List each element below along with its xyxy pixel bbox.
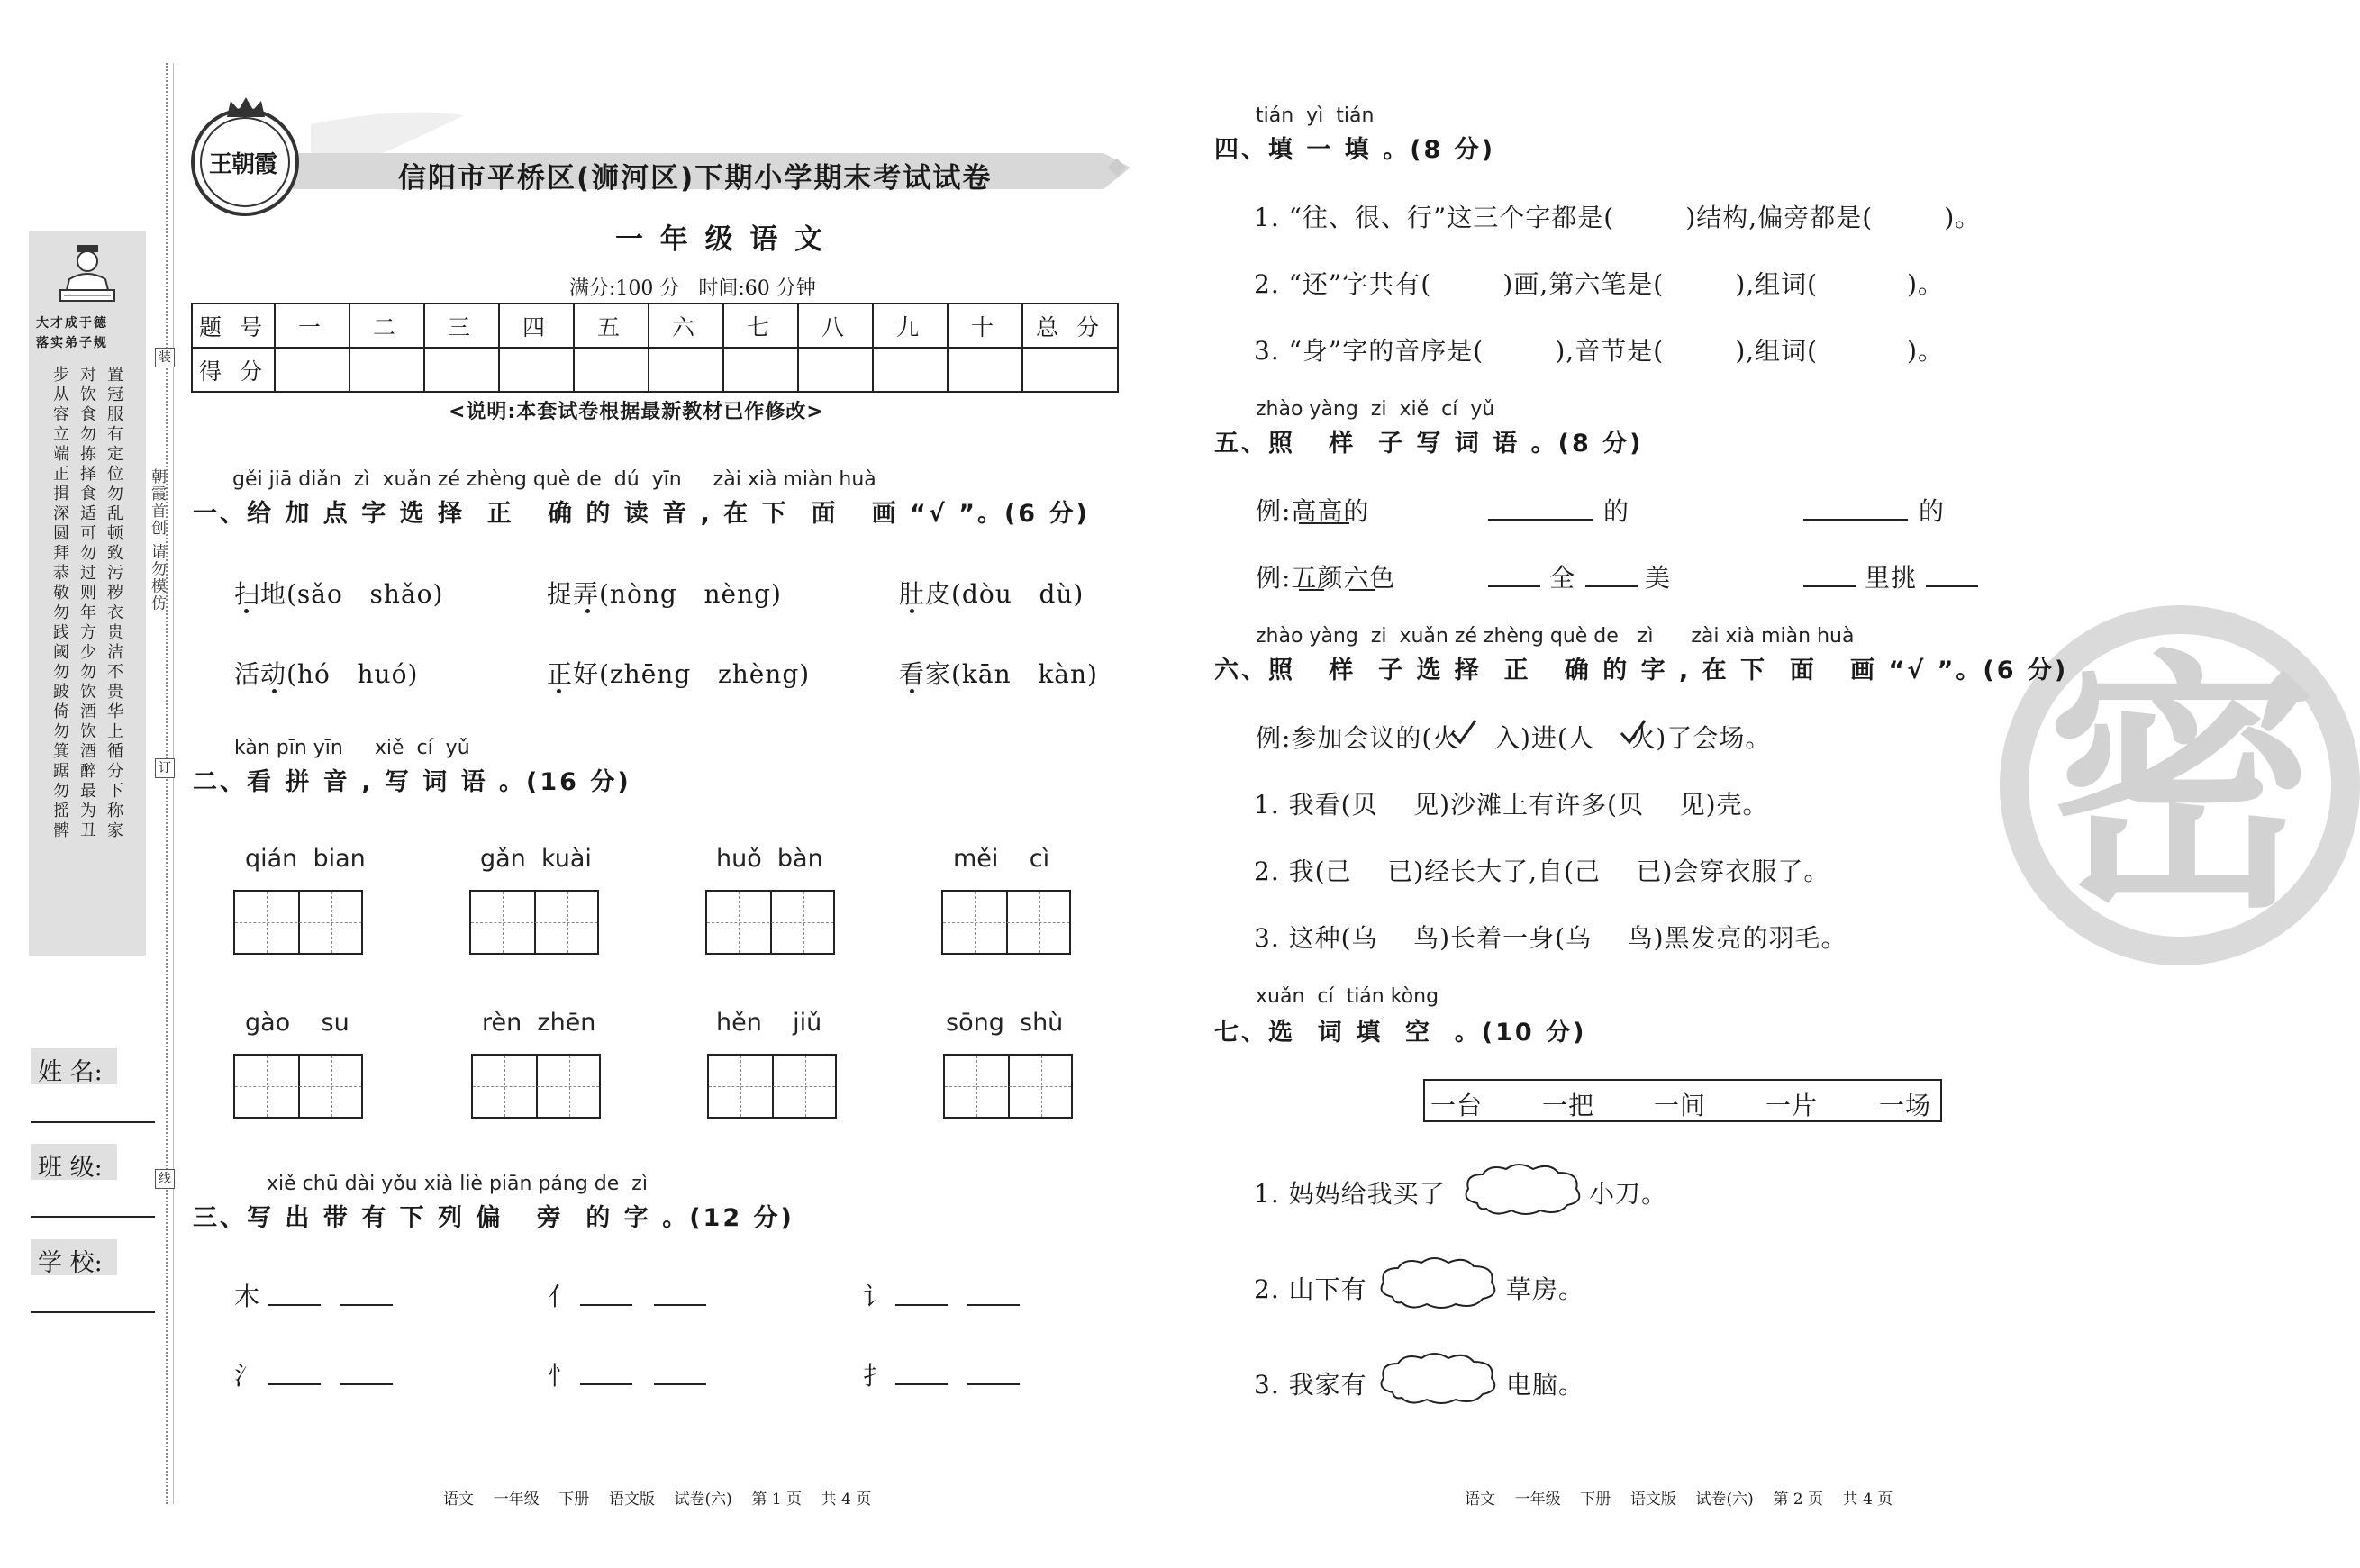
binding-dotted-line — [166, 63, 168, 1504]
score-table — [191, 303, 1119, 393]
brand-name: 王朝霞 — [209, 151, 277, 178]
score-input[interactable] — [424, 348, 499, 392]
motto-column-3: 置冠服有定位勿乱顿致污秽衣贵洁不贵华上循分下称家 — [107, 366, 123, 840]
answer-cloud[interactable] — [1375, 1255, 1501, 1311]
emphasis-dot — [557, 689, 561, 693]
answer-blank[interactable] — [895, 1304, 948, 1306]
binding-line-2 — [173, 63, 174, 1504]
score-cell: 十 — [948, 304, 1022, 348]
scholar-illustration-icon — [51, 240, 123, 307]
radical-6: 扌 — [863, 1361, 890, 1391]
de-suffix-1: 的 — [1603, 496, 1630, 526]
pinyin-word-8: sōng shù — [946, 1009, 1064, 1037]
motto-column-1: 步从容立端正揖深圆拜恭敬勿践阈勿跛倚勿箕踞勿摇髀 — [53, 366, 69, 840]
writing-grid[interactable] — [705, 890, 835, 955]
section6-title: 六、照 样 子 选 择 正 确 的 字 , 在 下 面 画 “√ ”。(6 分) — [1214, 657, 2069, 684]
score-cell: 六 — [649, 304, 723, 348]
score-cell: 七 — [723, 304, 798, 348]
answer-blank[interactable] — [340, 1304, 393, 1306]
emphasis-dot — [910, 689, 914, 693]
writing-grid[interactable] — [233, 1054, 363, 1119]
pinyin-word-2: gǎn kuài — [480, 845, 592, 873]
s1-item-4: 活动(hó huó) — [234, 659, 419, 689]
score-table-score-row — [192, 348, 1118, 392]
score-cell: 题 号 — [192, 304, 275, 348]
s7-item-2-after: 草房。 — [1506, 1274, 1585, 1304]
answer-blank[interactable] — [967, 1304, 1020, 1306]
check-mark-icon — [1618, 717, 1648, 748]
word-option-3: 一间 — [1654, 1091, 1707, 1120]
s5-example-1: 例:高高的 — [1256, 496, 1370, 526]
word-bank-box — [1423, 1079, 1942, 1122]
answer-blank[interactable] — [1803, 519, 1908, 521]
score-input[interactable] — [499, 348, 574, 392]
section4-pinyin: tián yì tián — [1256, 104, 1375, 127]
score-input[interactable] — [349, 348, 424, 392]
radical-2: 亻 — [548, 1282, 575, 1311]
writing-grid[interactable] — [233, 890, 363, 955]
s1-item-6: 看家(kān kàn) — [899, 659, 1098, 689]
example-underline — [1349, 589, 1375, 591]
section3-pinyin: xiě chū dài yǒu xià liè piān páng de zì — [267, 1173, 648, 1195]
answer-blank[interactable] — [580, 1304, 632, 1306]
word-option-1: 一台 — [1430, 1091, 1484, 1120]
school-field[interactable] — [31, 1311, 155, 1313]
motto-line-1: 大才成于德 — [36, 316, 108, 331]
score-cell: 四 — [499, 304, 574, 348]
score-cell: 总 分 — [1022, 304, 1118, 348]
answer-blank[interactable] — [967, 1383, 1020, 1385]
de-suffix-2: 的 — [1919, 496, 1946, 526]
exam-title: 信阳市平桥区(浉河区)下期小学期末考试试卷 — [398, 162, 993, 195]
pinyin-word-1: qián bian — [245, 845, 366, 873]
answer-cloud[interactable] — [1459, 1162, 1585, 1218]
section1-pinyin: gěi jiā diǎn zì xuǎn zé zhèng què de dú yīn zài xià miàn huà — [232, 468, 876, 491]
s7-item-2-before: 2. 山下有 — [1254, 1274, 1367, 1304]
check-mark-icon — [1448, 717, 1479, 748]
brand-logo — [191, 108, 299, 216]
pinyin-word-7: hěn jiǔ — [716, 1009, 822, 1037]
pinyin-word-5: gào su — [245, 1009, 349, 1037]
quan-char: 全 — [1549, 563, 1576, 593]
answer-cloud[interactable] — [1375, 1351, 1501, 1407]
crown-icon — [223, 94, 268, 119]
answer-blank[interactable] — [1585, 585, 1638, 587]
score-cell: 九 — [873, 304, 948, 348]
score-cell: 三 — [424, 304, 499, 348]
s7-item-1-after: 小刀。 — [1589, 1179, 1668, 1209]
answer-blank[interactable] — [1488, 585, 1540, 587]
sidebar-motto-panel — [29, 231, 146, 956]
name-field[interactable] — [31, 1121, 155, 1123]
score-input[interactable] — [574, 348, 649, 392]
motto-column-2: 对饮食勿拣择食适可勿过则年方少勿饮酒饮酒醉最为丑 — [80, 366, 96, 840]
writing-grid[interactable] — [943, 1054, 1073, 1119]
answer-blank[interactable] — [1488, 519, 1593, 521]
copyright-vertical-text: 朝霞首创 请勿模仿 — [148, 468, 166, 612]
section6-pinyin: zhào yàng zi xuǎn zé zhèng què de zì zài xià miàn huà — [1256, 625, 1855, 648]
subject-title: 一 年 级 语 文 — [615, 223, 827, 256]
word-option-4: 一片 — [1765, 1091, 1819, 1120]
class-field[interactable] — [31, 1216, 155, 1218]
section1-title: 一、给 加 点 字 选 择 正 确 的 读 音 , 在 下 面 画 “√ ”。(6 分) — [193, 500, 1090, 528]
example-underline — [1299, 522, 1349, 524]
section7-title: 七、选 词 填 空 。(10 分) — [1214, 1019, 1587, 1047]
mei-char: 美 — [1645, 563, 1672, 593]
s5-example-2: 例:五颜六色 — [1256, 563, 1396, 593]
emphasis-dot — [272, 689, 277, 693]
s7-item-1-before: 1. 妈妈给我买了 — [1254, 1179, 1446, 1209]
radical-1: 木 — [234, 1282, 261, 1311]
s1-item-2: 捉弄(nòng nèng) — [547, 579, 782, 609]
footer-right: 语文 一年级 下册 语文版 试卷(六) 第 2 页 共 4 页 — [1465, 1491, 1893, 1509]
s6-item-3: 3. 这种(乌 鸟)长着一身(乌 鸟)黑发亮的羽毛。 — [1254, 923, 1847, 953]
example-underline — [1299, 589, 1324, 591]
revision-note: <说明:本套试卷根据最新教材已作修改> — [449, 401, 824, 423]
section7-pinyin: xuǎn cí tián kòng — [1256, 985, 1439, 1008]
score-cell: 一 — [275, 304, 349, 348]
litiao-chars: 里挑 — [1865, 563, 1918, 593]
score-input[interactable] — [873, 348, 948, 392]
s7-item-3-before: 3. 我家有 — [1254, 1370, 1367, 1400]
writing-grid[interactable] — [707, 1054, 837, 1119]
school-label-box: 学 校: — [31, 1239, 117, 1275]
score-input[interactable] — [1022, 348, 1118, 392]
s6-item-1: 1. 我看(贝 见)沙滩上有许多(贝 见)壳。 — [1254, 790, 1769, 820]
section3-title: 三、写 出 带 有 下 列 偏 旁 的 字 。(12 分) — [193, 1204, 794, 1232]
section2-pinyin: kàn pīn yīn xiě cí yǔ — [234, 737, 470, 759]
radical-4: 氵 — [234, 1361, 261, 1391]
s1-item-5: 正好(zhēng zhèng) — [547, 659, 811, 689]
cut-mark-3: 线 — [155, 1169, 175, 1189]
radical-5: 忄 — [548, 1361, 575, 1391]
radical-3: 讠 — [863, 1282, 890, 1311]
footer-left: 语文 一年级 下册 语文版 试卷(六) 第 1 页 共 4 页 — [443, 1491, 872, 1509]
answer-blank[interactable] — [340, 1383, 393, 1385]
s4-item-1: 1. “往、很、行”这三个字都是( )结构,偏旁都是( )。 — [1254, 203, 1982, 232]
score-input[interactable] — [948, 348, 1022, 392]
answer-blank[interactable] — [268, 1304, 321, 1306]
answer-blank[interactable] — [268, 1383, 321, 1385]
answer-blank[interactable] — [654, 1304, 706, 1306]
writing-grid[interactable] — [471, 1054, 601, 1119]
score-input[interactable] — [275, 348, 349, 392]
word-option-5: 一场 — [1879, 1091, 1932, 1120]
answer-blank[interactable] — [895, 1383, 948, 1385]
exam-meta: 满分:100 分 时间:60 分钟 — [569, 277, 816, 300]
motto-line-2: 落实弟子规 — [36, 336, 108, 350]
cut-mark-2: 订 — [155, 758, 175, 778]
answer-blank[interactable] — [580, 1383, 632, 1385]
score-input[interactable] — [723, 348, 798, 392]
name-label-box: 姓 名: — [31, 1048, 117, 1084]
s1-item-3: 肚皮(dòu dù) — [899, 579, 1085, 609]
section5-pinyin: zhào yàng zi xiě cí yǔ — [1256, 398, 1495, 421]
score-table-header-row — [192, 304, 1118, 348]
emphasis-dot — [585, 609, 590, 613]
section4-title: 四、填 一 填 。(8 分) — [1214, 136, 1496, 164]
s4-item-3: 3. “身”字的音序是( ),音节是( ),组词( )。 — [1254, 336, 1944, 366]
score-cell: 五 — [574, 304, 649, 348]
answer-blank[interactable] — [1803, 585, 1856, 587]
writing-grid[interactable] — [941, 890, 1071, 955]
score-input[interactable] — [649, 348, 723, 392]
answer-blank[interactable] — [1926, 585, 1978, 587]
writing-grid[interactable] — [469, 890, 599, 955]
word-option-2: 一把 — [1542, 1091, 1595, 1120]
emphasis-dot — [244, 609, 249, 613]
pinyin-word-6: rèn zhēn — [482, 1009, 596, 1037]
cut-mark-1: 装 — [155, 348, 175, 367]
emphasis-dot — [910, 609, 914, 613]
answer-blank[interactable] — [654, 1383, 706, 1385]
section2-title: 二、看 拼 音 , 写 词 语 。(16 分) — [193, 768, 631, 796]
s4-item-2: 2. “还”字共有( )画,第六笔是( ),组词( )。 — [1254, 269, 1944, 299]
s1-item-1: 扫地(sǎo shǎo) — [234, 579, 444, 609]
score-cell: 八 — [798, 304, 873, 348]
s6-example: 例:参加会议的(火 入)进(人 火)了会场。 — [1256, 723, 1772, 753]
pinyin-word-4: měi cì — [953, 845, 1050, 873]
s6-item-2: 2. 我(己 已)经长大了,自(己 已)会穿衣服了。 — [1254, 857, 1830, 886]
pinyin-word-3: huǒ bàn — [716, 845, 823, 873]
class-label-box: 班 级: — [31, 1144, 117, 1180]
score-cell: 得 分 — [192, 348, 275, 392]
score-cell: 二 — [349, 304, 424, 348]
section5-title: 五、照 样 子 写 词 语 。(8 分) — [1214, 430, 1644, 458]
score-input[interactable] — [798, 348, 873, 392]
watermark-text: 密 — [2047, 630, 2317, 944]
s7-item-3-after: 电脑。 — [1506, 1370, 1585, 1400]
